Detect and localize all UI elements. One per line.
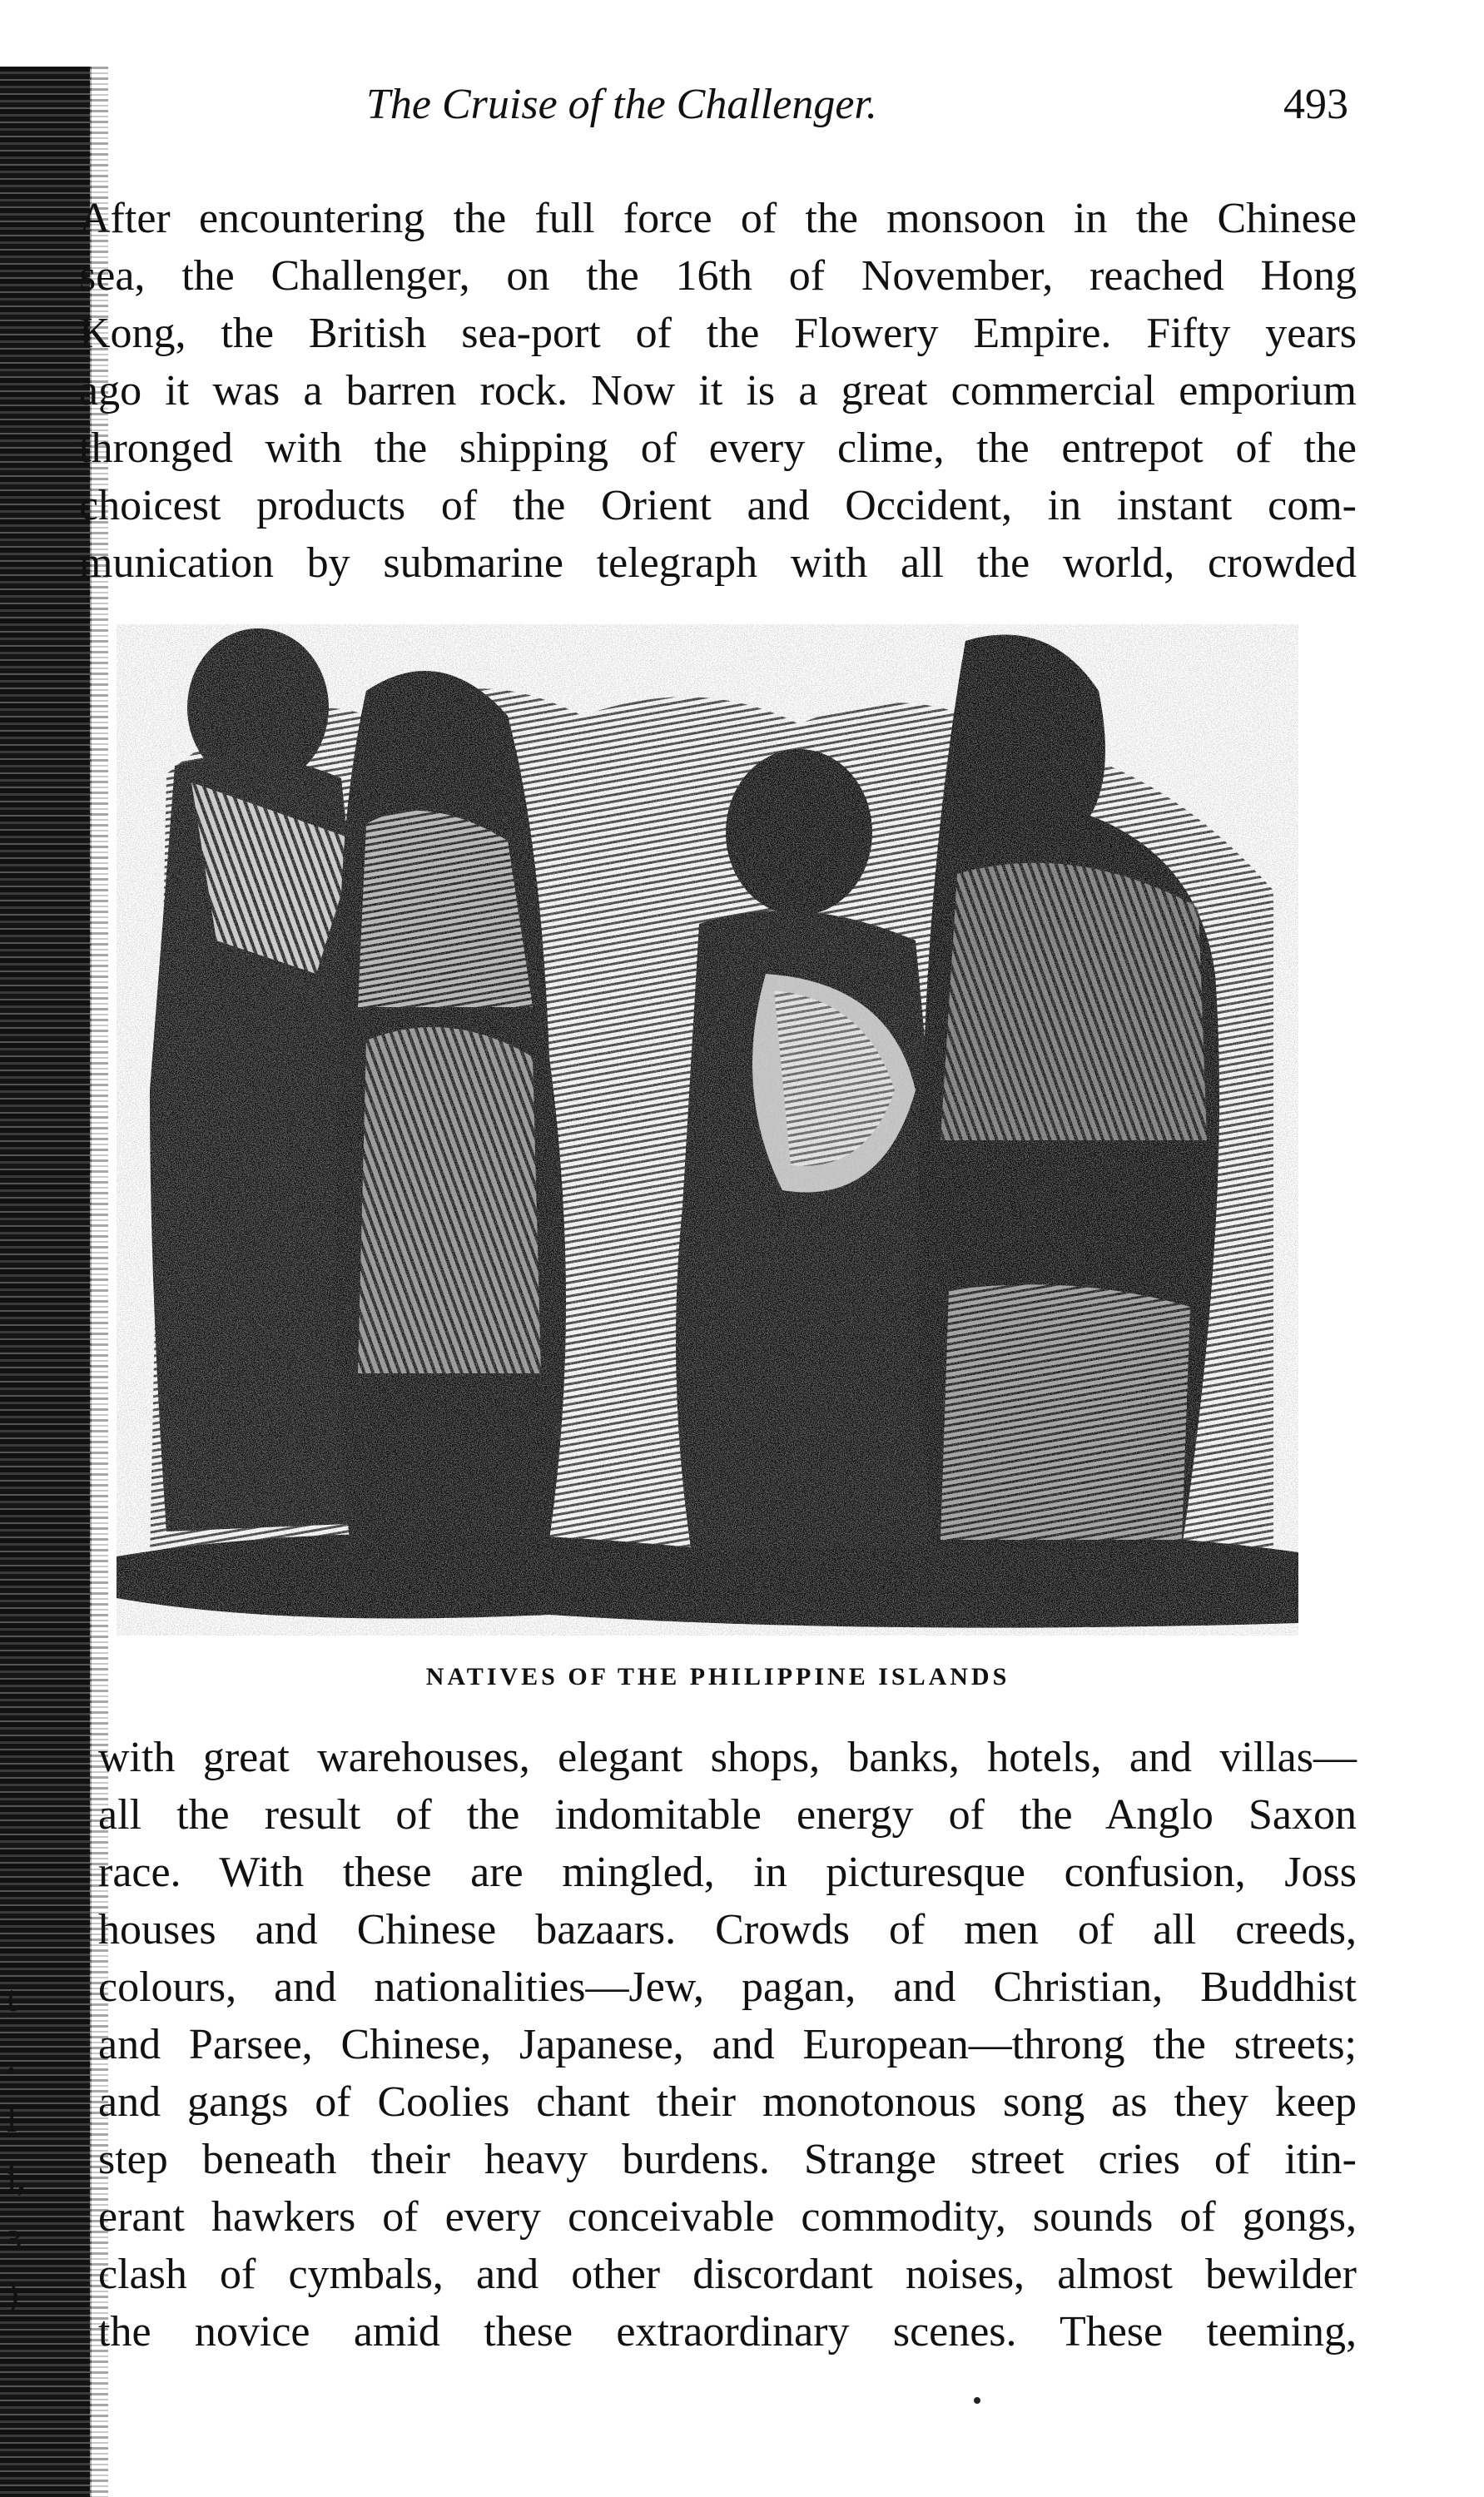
text-line: thronged with the shipping of every clime, the entrepot of the (79, 424, 1357, 472)
text-line: munication by submarine telegraph with all the world, crowded (79, 539, 1357, 587)
running-head-title: The Cruise of the Challenger. (366, 81, 877, 128)
text-line: colours, and nationalities—Jew, pagan, and Christian, Buddhist (98, 1963, 1357, 2011)
text-line: ago it was a barren rock. Now it is a great commercial emporium (79, 367, 1357, 415)
margin-fragment: ) (7, 2274, 19, 2315)
figure-caption: NATIVES OF THE PHILIPPINE ISLANDS (425, 1663, 1010, 1690)
margin-fragment: i, (7, 2157, 27, 2198)
text-line: with great warehouses, elegant shops, banks, hotels, and villas— (98, 1734, 1357, 1781)
paragraph-top (79, 190, 1357, 592)
margin-fragment: . (7, 2038, 16, 2079)
margin-fragment: l (7, 2099, 17, 2140)
paragraph-bottom (98, 1729, 1357, 2360)
ink-speck (974, 2397, 980, 2404)
text-line: step beneath their heavy burdens. Strange street cries of itin- (98, 2136, 1357, 2183)
text-line: choicest products of the Orient and Occident, in instant com- (79, 482, 1357, 529)
text-line: sea, the Challenger, on the 16th of November, reached Hong (79, 252, 1357, 300)
text-line: erant hawkers of every conceivable commodity, sounds of gongs, (98, 2193, 1357, 2241)
text-line: race. With these are mingled, in picturesque confusion, Joss (98, 1849, 1357, 1896)
text-line: and Parsee, Chinese, Japanese, and European—throng the streets; (98, 2021, 1357, 2068)
text-line: houses and Chinese bazaars. Crowds of men of all creeds, (98, 1906, 1357, 1953)
text-line: the novice amid these extraordinary scenes. These teeming, (98, 2308, 1357, 2356)
text-line: clash of cymbals, and other discordant noises, almost bewilder (98, 2251, 1357, 2298)
text-line: all the result of the indomitable energy of the Anglo Saxon (98, 1791, 1357, 1839)
page-number: 493 (1283, 81, 1348, 128)
margin-fragment: t (7, 1978, 17, 2019)
text-line: and gangs of Coolies chant their monotonous song as they keep (98, 2078, 1357, 2126)
running-head (366, 83, 1348, 127)
text-line: After encountering the full force of the monsoon in the Chinese (79, 195, 1357, 242)
margin-fragment: ɜ (7, 2216, 22, 2256)
engraving-natives-illustration (117, 624, 1298, 1636)
text-line: Kong, the British sea-port of the Flowery Empire. Fifty years (79, 310, 1357, 357)
